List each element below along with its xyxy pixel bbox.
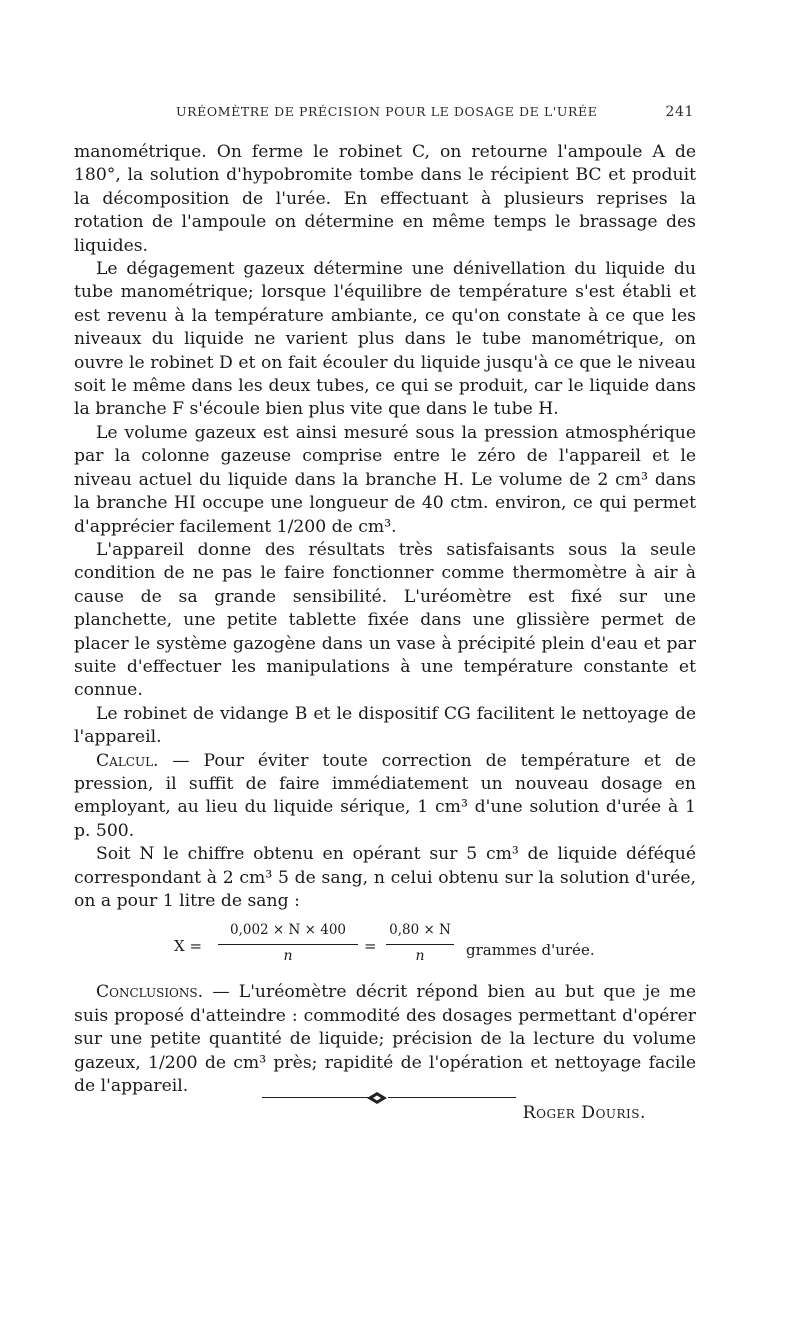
- formula-denominator-2: n: [415, 947, 425, 964]
- calcul-label: Calcul.: [96, 750, 159, 771]
- paragraph-calcul: [74, 750, 696, 844]
- diamond-ornament-icon: [366, 1089, 388, 1107]
- paragraph-conclusions: [74, 981, 696, 1098]
- paragraph-volume: Le volume gazeux est ainsi mesuré sous la pression atmosphérique par la colonne gazeuse comprise entre le zéro de l'appareil et le niveau actuel du liquide dans la branche H. Le volume de 2 cm³ dans la branche HI occupe une longueur de 40 ctm. environ, ce qui permet d'apprécier facilement 1/200 de cm³.: [74, 422, 696, 537]
- body-text: [74, 141, 696, 1126]
- paragraph-degagement: Le dégagement gazeux détermine une dénivellation du liquide du tube manométrique; lorsque l'équilibre de température s'est établi et est revenu à la température ambiante, ce qu'on constate à ce que les niveaux du liquide ne varient plus dans le tube manométrique, on ouvre le robinet D et on fait écouler du liquide jusqu'à ce que le niveau soit le même dans les deux tubes, ce qui se produit, car le liquide dans la branche F s'écoule bien plus vite que dans le tube H.: [74, 259, 696, 420]
- separator-line-left: [262, 1097, 370, 1098]
- formula-numerator-2: 0,80 × N: [386, 919, 454, 944]
- formula-numerator-1: 0,002 × N × 400: [218, 919, 358, 944]
- separator-line-right: [388, 1097, 516, 1098]
- author-signature: Roger Douris.: [522, 1103, 646, 1124]
- calcul-text: — Pour éviter toute correction de température et de pression, il suffit de faire immédiatement un nouveau dosage en employant, au lieu du liquide sérique, 1 cm³ d'une solution d'urée à 1 p. 500.: [74, 750, 696, 841]
- paragraph-continuation: manométrique. On ferme le robinet C, on retourne l'ampoule A de 180°, la solution d'hypobromite tombe dans le récipient BC et produit la décomposition de l'urée. En effectuant à plusieurs reprises la rotation de l'ampoule on détermine en même temps le brassage des liquides.: [74, 142, 696, 256]
- formula-lhs: X =: [174, 937, 203, 956]
- formula-denominator-1: n: [283, 947, 293, 964]
- running-header: [74, 104, 694, 126]
- formula-unit: grammes d'urée.: [466, 941, 595, 960]
- formula-fraction-2: [386, 919, 454, 968]
- paragraph-appareil: L'appareil donne des résultats très satisfaisants sous la seule condition de ne pas le faire fonctionner comme thermomètre à air à cause de sa grande sensibilité. L'uréomètre est fixé sur une planchette, une petite tablette fixée dans une glissière permet de placer le système gazogène dans un vase à précipité plein d'eau et par suite d'effectuer les manipulations à une température constante et connue.: [74, 539, 696, 701]
- formula: [74, 919, 696, 973]
- section-separator: [262, 1088, 518, 1108]
- page-number: 241: [665, 104, 694, 120]
- formula-equals: =: [364, 937, 377, 956]
- conclusions-label: Conclusions.: [96, 982, 204, 1003]
- running-title: URÉOMÈTRE DE PRÉCISION POUR LE DOSAGE DE L'URÉE: [176, 104, 598, 119]
- paragraph-robinet: Le robinet de vidange B et le dispositif CG facilitent le nettoyage de l'appareil.: [74, 703, 696, 748]
- conclusions-text: — L'uréomètre décrit répond bien au but que je me suis proposé d'atteindre : commodité des dosages permettant d'opérer sur une petite quantité de liquide; précision de la lecture du volume gazeux, 1/200 de cm³ près; rapidité de l'opération et nettoyage facile de l'appareil.: [74, 982, 696, 1097]
- formula-fraction-1: [218, 919, 358, 968]
- paragraph-soit: Soit N le chiffre obtenu en opérant sur 5 cm³ de liquide déféqué correspondant à 2 cm³ 5 de sang, n celui obtenu sur la solution d'urée, on a pour 1 litre de sang :: [74, 844, 696, 911]
